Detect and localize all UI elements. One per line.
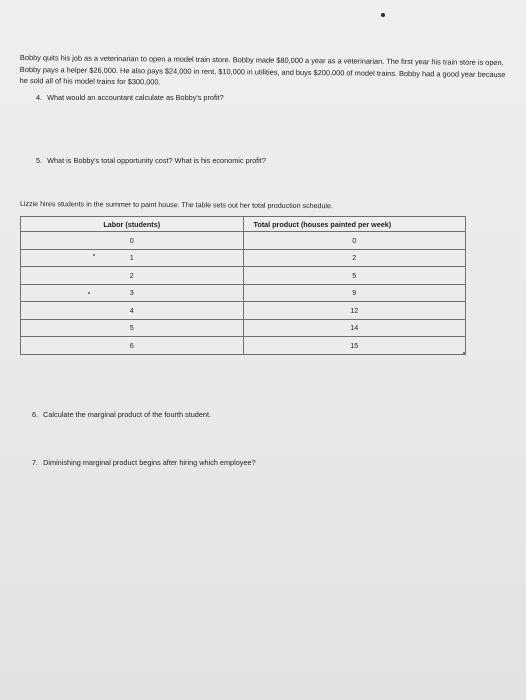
question-6 [32, 410, 211, 420]
question-text: What is Bobby's total opportunity cost? What is his economic profit? [47, 156, 266, 165]
labor-cell: 2 [21, 267, 244, 285]
labor-cell: 3 [21, 284, 244, 302]
labor-cell: 1 [21, 249, 244, 267]
total-product-cell: 5 [243, 267, 466, 285]
ink-dot [381, 13, 385, 17]
pencil-mark [463, 352, 465, 354]
table-row [21, 337, 466, 355]
labor-cell: 4 [21, 302, 244, 320]
question-number: 4. [36, 93, 43, 102]
table-row [21, 319, 466, 337]
question-7 [32, 458, 256, 468]
pencil-mark [88, 292, 90, 294]
question-text: What would an accountant calculate as Bobby's profit? [47, 93, 224, 102]
total-product-cell: 9 [243, 284, 466, 302]
total-product-cell: 2 [243, 249, 466, 267]
total-product-cell: 12 [243, 302, 466, 320]
labor-cell: 5 [21, 319, 244, 337]
question-4 [36, 93, 224, 103]
total-product-cell: 15 [243, 337, 466, 355]
table-intro: Lizzie hires students in the summer to paint house. The table sets out her total production schedule. [19, 200, 333, 211]
question-text: Diminishing marginal product begins after hiring which employee? [43, 458, 256, 467]
problem-paragraph: Bobby quits his job as a veterinarian to open a model train store. Bobby made $80,000 a year as a veterinarian. The first year his train store is open, Bobby pays a helper $26,000. He also pays $24,000 in rent, $10,000 in utilities, and buys $200,000 of model trains. Bobby had a good year because he sold all of his model trains for $300,000. [19, 52, 506, 87]
table-row [21, 249, 466, 267]
question-number: 7. [32, 458, 39, 467]
production-table [20, 216, 466, 355]
pencil-mark [93, 254, 95, 256]
labor-cell: 6 [21, 337, 244, 355]
table-row [21, 267, 466, 285]
question-text: Calculate the marginal product of the fourth student. [43, 410, 212, 419]
question-number: 6. [32, 410, 39, 419]
question-5 [36, 156, 266, 166]
total-product-cell: 14 [243, 319, 466, 337]
column-header-labor: Labor (students) [21, 217, 244, 232]
labor-cell: 0 [21, 232, 244, 250]
table-header-row [21, 217, 466, 232]
column-header-total-product: Total product (houses painted per week) [243, 217, 466, 232]
table-row [21, 232, 466, 250]
table-row [21, 302, 466, 320]
total-product-cell: 0 [243, 232, 466, 250]
question-number: 5. [36, 156, 43, 165]
